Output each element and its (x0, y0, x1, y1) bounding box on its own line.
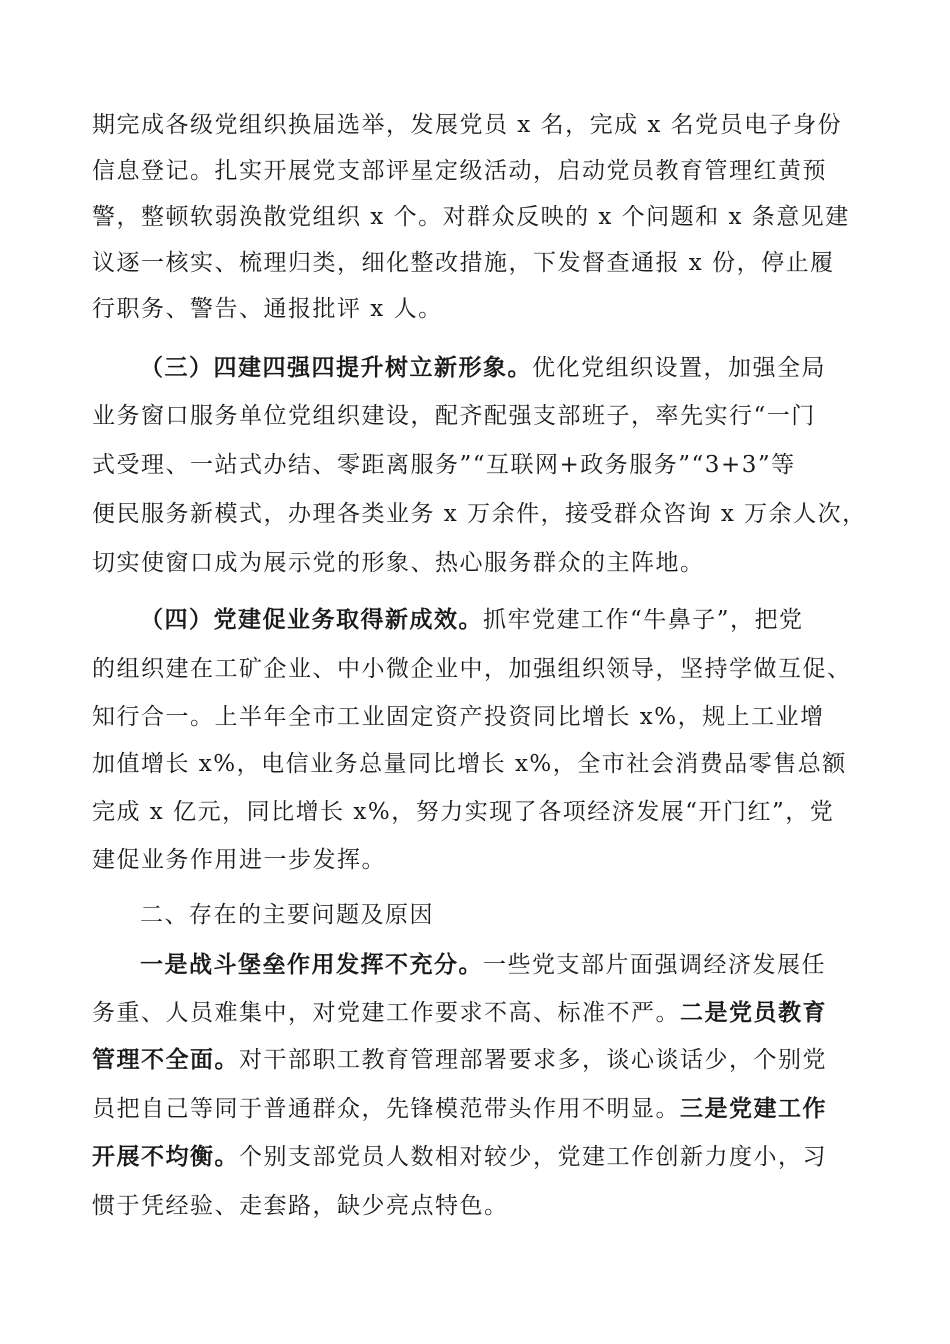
bold-lead: （三）四建四强四提升树立新形象。 (140, 354, 532, 381)
paragraph-line: 议逐一核实、梳理归类，细化整改措施，下发督查通报 x 份，停止履 (92, 250, 835, 276)
bold-lead: （四）党建促业务取得新成效。 (140, 606, 483, 633)
paragraph-line: 开展不均衡。个别支部党员人数相对较少，党建工作创新力度小，习 (92, 1143, 827, 1170)
bold-lead: 二是党员教育 (680, 999, 827, 1026)
section-title: 二、存在的主要问题及原因 (140, 902, 434, 928)
paragraph-line: 务重、人员难集中，对党建工作要求不高、标准不严。二是党员教育 (92, 999, 827, 1026)
paragraph-line: 警，整顿软弱涣散党组织 x 个。对群众反映的 x 个问题和 x 条意见建 (92, 204, 850, 230)
paragraph-line: 业务窗口服务单位党组织建设，配齐配强支部班子，率先实行“一门 (92, 403, 816, 429)
section-heading-4: （四）党建促业务取得新成效。抓牢党建工作“牛鼻子”，把党 (140, 606, 804, 633)
paragraph-line: 知行合一。上半年全市工业固定资产投资同比增长 x%，规上工业增 (92, 704, 825, 730)
bold-lead: 管理不全面。 (92, 1046, 239, 1073)
bold-lead: 一是战斗堡垒作用发挥不充分。 (140, 951, 483, 978)
bold-lead: 开展不均衡。 (92, 1143, 239, 1170)
paragraph-line: 建促业务作用进一步发挥。 (92, 847, 386, 873)
paragraph-line: 完成 x 亿元，同比增长 x%，努力实现了各项经济发展“开门红”，党 (92, 799, 835, 825)
paragraph-line: 行职务、警告、通报批评 x 人。 (92, 296, 443, 322)
paragraph-line: 切实使窗口成为展示党的形象、热心服务群众的主阵地。 (92, 550, 705, 576)
paragraph-line: 式受理、一站式办结、零距离服务”“互联网+政务服务”“3+3”等 (92, 452, 796, 478)
paragraph-line: 管理不全面。对干部职工教育管理部署要求多，谈心谈话少，个别党 (92, 1046, 827, 1073)
paragraph-line: 信息登记。扎实开展党支部评星定级活动，启动党员教育管理红黄预 (92, 158, 827, 184)
bold-lead: 三是党建工作 (680, 1095, 827, 1122)
paragraph-line: 期完成各级党组织换届选举，发展党员 x 名，完成 x 名党员电子身份 (92, 112, 843, 138)
problem-line: 一是战斗堡垒作用发挥不充分。一些党支部片面强调经济发展任 (140, 951, 826, 978)
paragraph-line: 惯于凭经验、走套路，缺少亮点特色。 (92, 1193, 509, 1219)
paragraph-line: 员把自己等同于普通群众，先锋模范带头作用不明显。三是党建工作 (92, 1095, 827, 1122)
section-heading-3: （三）四建四强四提升树立新形象。优化党组织设置，加强全局 (140, 354, 826, 381)
paragraph-line: 便民服务新模式，办理各类业务 x 万余件，接受群众咨询 x 万余人次， (92, 501, 867, 527)
paragraph-line: 加值增长 x%，电信业务总量同比增长 x%，全市社会消费品零售总额 (92, 751, 847, 777)
paragraph-line: 的组织建在工矿企业、中小微企业中，加强组织领导，坚持学做互促、 (92, 656, 852, 682)
